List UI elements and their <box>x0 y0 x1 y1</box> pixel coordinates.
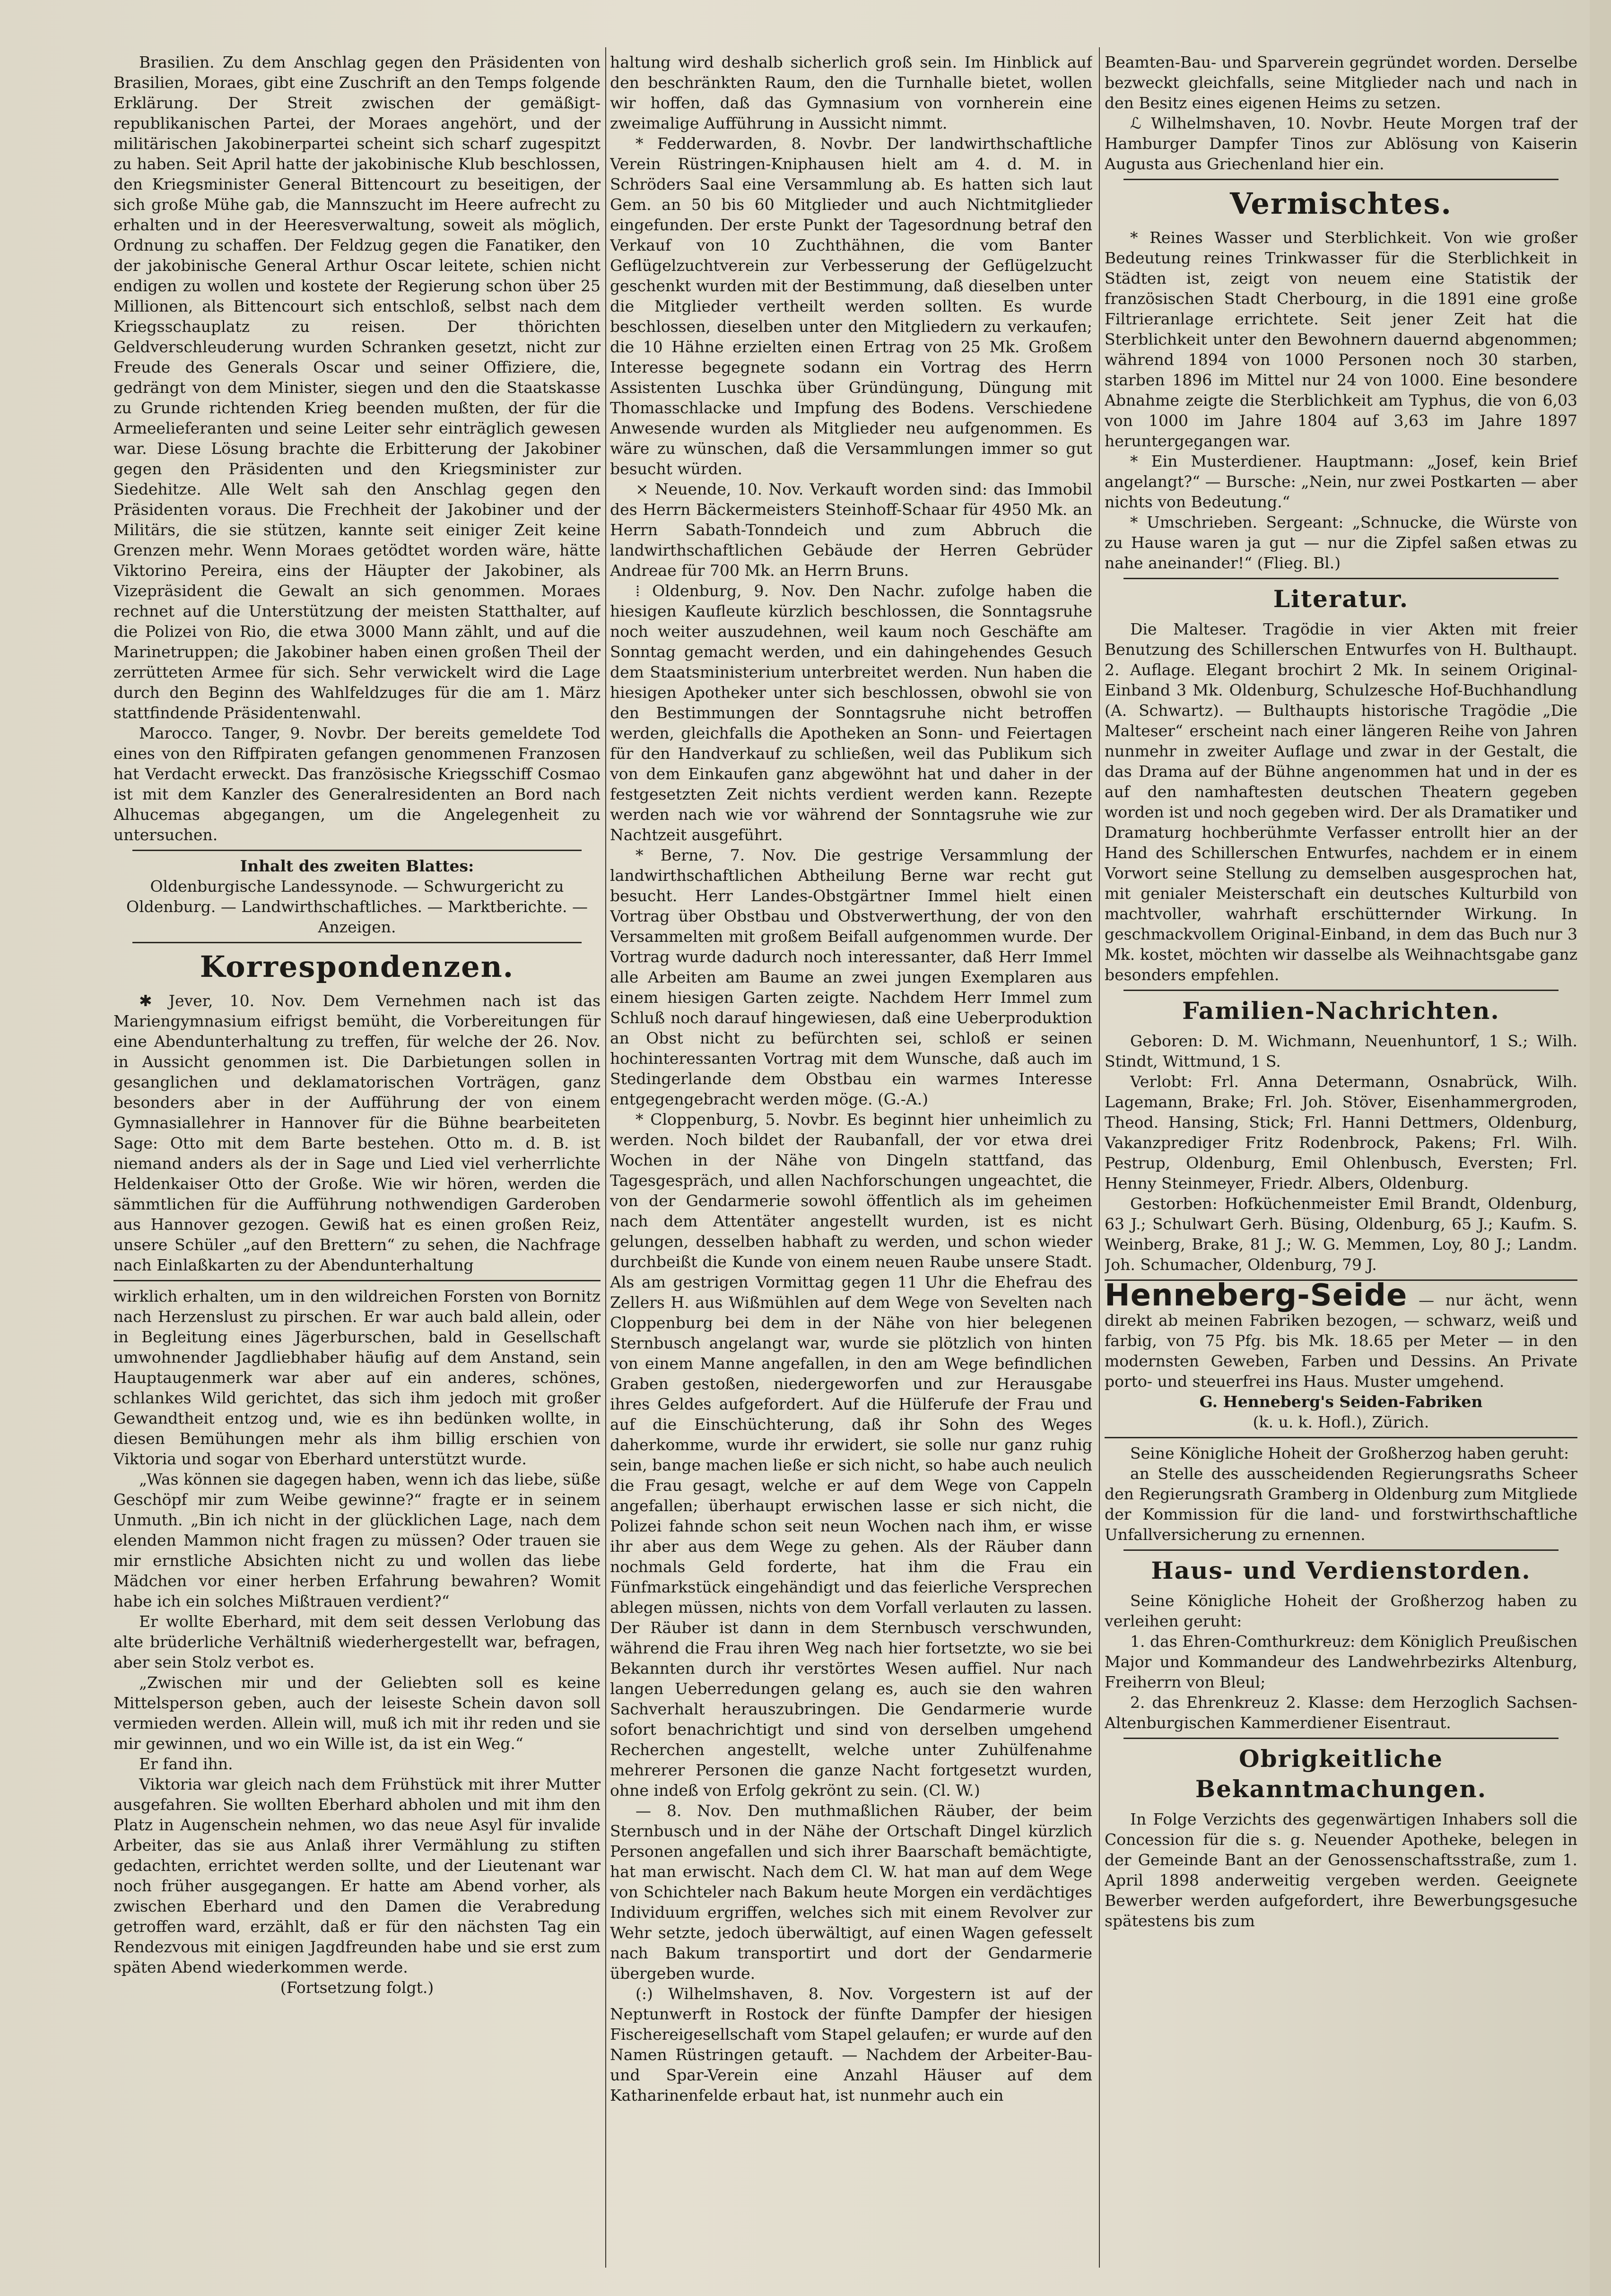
bekanntmachungen-heading: Obrigkeitliche Bekanntmachungen. <box>1195 1745 1487 1803</box>
inhalt-text: Oldenburgische Landessynode. — Schwurgericht zu Oldenburg. — Landwirthschaftliches. — Marktberichte. — Anzeigen. <box>126 877 588 936</box>
article-wilhelmshaven: (:) Wilhelmshaven, 8. Nov. Vorgestern ist auf der Neptunwerft in Rostock der fünfte Dampfer der hiesigen Fischereigesellschaft vom Stapel gelaufen; er wurde auf den Namen Rüstringen getauft. — Nachdem der Arbeiter-Bau- und Spar-Verein eine Anzahl Häuser auf dem Katharinenfelde erbaut hat, ist nunmehr auch ein <box>610 1984 1092 2105</box>
article-umschrieben: * Umschrieben. Sergeant: „Schnucke, die Würste von zu Hause waren ja gut — nur die Zipfel saßen etwas zu nahe aneinander!“ (Flieg. Bl.) <box>1105 513 1577 572</box>
article-cloppenburg-2: — 8. Nov. Den muthmaßlichen Räuber, der beim Sternbusch und in der Nähe der Ortschaft Dingel kürzlich Personen angefallen und sich ihrer Baarschaft bemächtigte, hat man erwischt. Nach dem Cl. W. hat man auf dem Wege von Schichteler nach Bakum heute Morgen ein verdächtiges Individuum ergriffen, welches sich mit einem Revolver zur Wehr setzte, jedoch überwältigt, auf einen Wagen gefesselt nach Bakum transportirt und dort der Gendarmerie übergeben wurde. <box>610 1801 1092 1983</box>
novel-paragraph: „Zwischen mir und der Geliebten soll es keine Mittelsperson geben, auch der leiseste Schein davon soll vermieden werden. Allein will, muß ich mit ihr reden und sie mir gewinnen, und wo ein Wille ist, da ist ein Weg.“ <box>113 1673 601 1753</box>
article-brasilien: Brasilien. Zu dem Anschlag gegen den Präsidenten von Brasilien, Moraes, gibt eine Zuschrift an den Temps folgende Erklärung. Der Streit zwischen der gemäßigt-republikanischen Partei, der Moraes angehört, und der militärischen Jakobinerpartei scheint sich scharf zugespitzt zu haben. Seit April hatte der jakobinische Klub beschlossen, den Kriegsminister General Bittencourt zu beseitigen, der sich große Mühe gab, die Mannszucht im Heere aufrecht zu erhalten und in der Heeresverwaltung, soweit als möglich, Ordnung zu schaffen. Der Feldzug gegen die Fanatiker, den der jakobinische General Arthur Oscar leitete, schien nicht endigen zu wollen und kostete der Regierung schon über 25 Millionen, als Bittencourt sich entschloß, selbst nach dem Kriegsschauplatz zu reisen. Der thörichten Geldverschleuderung wurden Schranken gesetzt, nicht zur Freude des Generals Oscar und seiner Offiziere, die, gedrängt von dem Minister, siegen und den die Staatskasse zu Grunde richtenden Krieg beenden mußten, der für die Armeelieferanten und seine Leiter sehr einträglich gewesen war. Diese Lösung brachte die Erbitterung der Jakobiner gegen den Präsidenten und den Kriegsminister zur Siedehitze. Alle Welt sah den Anschlag gegen den Präsidenten voraus. Die Frechheit der Jakobiner und der Militärs, die sie stützen, kannte seit einiger Zeit keine Grenzen mehr. Wenn Moraes getödtet worden wäre, hätte Viktorino Pereira, eins der Häupter der Jakobiner, als Vizepräsident die Gewalt an sich genommen. Moraes rechnet auf die Unterstützung der meisten Statthalter, auf die Polizei von Rio, die etwa 3000 Mann zählt, und auf die Marinetruppen; die Jakobiner haben einen großen Theil der zerrütteten Armee für sich. Sehr verwickelt wird die Lage durch den Beginn des Wahlfeldzuges für die am 1. März stattfindende Präsidentenwahl. <box>113 53 601 722</box>
page-edge <box>1590 0 1611 2296</box>
family-died: Gestorben: Hofküchenmeister Emil Brandt, Oldenburg, 63 J.; Schulwart Gerh. Büsing, Oldenburg, 65 J.; Kaufm. S. Weinberg, Brake, 81 J.; W. G. Memmen, Loy, 80 J.; Landm. Joh. Schumacher, Oldenburg, 79 J. <box>1105 1194 1577 1274</box>
article-musterdiener: * Ein Musterdiener. Hauptmann: „Josef, kein Brief angelangt?“ — Bursche: „Nein, nur zwei Postkarten — aber nichts von Bedeutung.“ <box>1105 452 1577 511</box>
divider <box>1123 1549 1559 1551</box>
article-wasser: * Reines Wasser und Sterblichkeit. Von wie großer Bedeutung reines Trinkwasser für die Sterblichkeit in Städten ist, zeigt von neuem eine Statistik der französischen Stadt Cherbourg, in die 1891 eine große Filtrieranlage errichtete. Seit jener Zeit hat die Sterblichkeit unter den Bewohnern dauernd abgenommen; während 1894 von 1000 Personen noch 30 starben, starben 1896 im Mittel nur 24 von 1000. Eine besondere Abnahme zeigte die Sterblichkeit am Typhus, die von 6,03 von 1000 im Jahre 1804 auf 3,63 im Jahre 1897 heruntergegangen war. <box>1105 228 1577 450</box>
orden-intro: Seine Königliche Hoheit der Großherzog haben zu verleihen geruht: <box>1105 1592 1577 1630</box>
novel-paragraph: „Was können sie dagegen haben, wenn ich das liebe, süße Geschöpf mir zum Weibe gewinne?“ fragte er in seinem Unmuth. „Bin ich nicht in der glücklichen Lage, nach dem elenden Mammon nicht fragen zu müssen? Oder trauen sie mir ernstliche Absichten nicht zu und wollen das liebe Mädchen vor einer herben Erfahrung bewahren? Womit habe ich ein solches Mißtrauen verdient?“ <box>113 1470 601 1610</box>
orden-item: 2. das Ehrenkreuz 2. Klasse: dem Herzoglich Sachsen-Altenburgischen Kammerdiener Eisentraut. <box>1105 1693 1577 1732</box>
article-marocco: Marocco. Tanger, 9. Novbr. Der bereits gemeldete Tod eines von den Riffpiraten gefangen genommenen Franzosen hat Verdacht erweckt. Das französische Kriegsschiff Cosmao ist mit dem Kanzler des Generalresidenten an Bord nach Alhucemas abgegangen, um die Angelegenheit zu untersuchen. <box>113 724 601 844</box>
literatur-heading: Literatur. <box>1273 585 1409 613</box>
column-rule <box>1099 47 1100 2268</box>
article-malteser: Die Malteser. Tragödie in vier Akten mit freier Benutzung des Schillerschen Entwurfes von H. Bulthaupt. 2. Auflage. Elegant brochirt 2 Mk. In seinem Original-Einband 3 Mk. Oldenburg, Schulzesche Hof-Buchhandlung (A. Schwartz). — Bulthaupts historische Tragödie „Die Malteser“ erscheint nach einer längeren Reihe von Jahren nunmehr in zweiter Auflage und zwar in der Gestalt, die das Drama auf der Bühne angenommen hat und in der es auf den namhaftesten deutschen Theatern gegeben worden ist und noch gegeben wird. Der als Dramatiker und Dramaturg hochberühmte Verfasser entrollt hier an der Hand des Schillerschen Entwurfes, nachdem er in einem Vorwort seine Stellung zu demselben ausgesprochen hat, mit genialer Meisterschaft ein deutsches Kulturbild von machtvoller, wahrhaft erschütternder Wirkung. In geschmackvollem Original-Einband, in dem das Buch nur 3 Mk. kostet, möchten wir dasselbe als Weihnachtsgabe ganz besonders empfehlen. <box>1105 620 1577 984</box>
divider <box>1123 578 1559 579</box>
orden-item: 1. das Ehren-Comthurkreuz: dem Königlich Preußischen Major und Kommandeur des Landwehrbezirks Altenburg, Freiherrn von Bleul; <box>1105 1632 1577 1691</box>
korrespondenzen-heading: Korrespondenzen. <box>200 949 514 984</box>
article-wilhelmshaven-2: ℒ Wilhelmshaven, 10. Novbr. Heute Morgen traf der Hamburger Dampfer Tinos zur Ablösung von Kaiserin Augusta aus Griechenland hier ein. <box>1105 114 1577 173</box>
article-berne: * Berne, 7. Nov. Die gestrige Versammlung der landwirthschaftlichen Abtheilung Berne war recht gut besucht. Herr Landes-Obstgärtner Immel hielt einen Vortrag über Obstbau und Obstverwerthung, der von den Versammelten mit großem Beifall aufgenommen wurde. Der Vortrag wurde dadurch noch interessanter, daß Herr Immel alle Arbeiten am Baume an zwei jungen Exemplaren aus einem hiesigen Garten zeigte. Nachdem Herr Immel zum Schluß noch darauf hingewiesen, daß eine Ueberproduktion an Obst nicht zu befürchten sei, schloß er seinen hochinteressanten Vortrag mit dem Wunsche, daß auch im Stedingerlande dem Obstbau ein warmes Interesse entgegengebracht werden möge. (G.-A.) <box>610 846 1092 1108</box>
divider <box>1105 1437 1577 1438</box>
article-continued: haltung wird deshalb sicherlich groß sein. Im Hinblick auf den beschränkten Raum, den die Turnhalle bietet, wollen wir hoffen, daß das Gymnasium von vornherein eine zweimalige Aufführung in Aussicht nimmt. <box>610 53 1092 132</box>
orden-heading: Haus- und Verdienstorden. <box>1151 1557 1531 1584</box>
novel-paragraph: Viktoria war gleich nach dem Frühstück mit ihrer Mutter ausgefahren. Sie wollten Eberhard abholen und mit ihm den Platz in Augenschein nehmen, wo das neue Asyl für invalide Arbeiter, das sie aus Anlaß ihrer Vermählung zu stiften gedachten, errichtet werden sollte, und der Lieutenant war noch früher ausgegangen. Er hatte am Abend vorher, als zwischen Eberhard und den Damen die Verabredung getroffen ward, erzählt, daß er für den nächsten Tag ein Rendezvous mit einigen Jagdfreunden habe und sie erst zum späten Abend wiederkommen werde. <box>113 1775 601 1976</box>
novel-paragraph: wirklich erhalten, um in den wildreichen Forsten von Bornitz nach Herzenslust zu pirschen. Er war auch bald allein, oder in Begleitung eines Jägerburschen, bald in Gesellschaft umwohnender Jagdliebhaber häufig auf dem Anstand, sein Hauptaugenmerk war aber auf ein anderes, schönes, schlankes Wild gerichtet, das sich ihm jedoch mit großer Gewandtheit entzog und, wie es ihn bedünken wollte, in diesen Bemühungen mehr als ihm billig erschien von Viktoria und sogar von Eberhard unterstützt wurde. <box>113 1287 601 1468</box>
vermischtes-heading: Vermischtes. <box>1230 186 1452 221</box>
article-cloppenburg: * Cloppenburg, 5. Novbr. Es beginnt hier unheimlich zu werden. Noch bildet der Raubanfall, der vor etwa drei Wochen in der Nähe von Dingeln stattfand, das Tagesgespräch, und allen Nachforschungen ungeachtet, die von der Gendarmerie sowohl öffentlich als im geheimen nach dem Attentäter angestellt wurden, ist es nicht gelungen, desselben habhaft zu werden, und schon wieder durchbeißt die Kunde von einem neuen Raube unsere Stadt. Als am gestrigen Vormittag gegen 11 Uhr die Ehefrau des Zellers H. aus Wißmühlen auf dem Wege von Sevelten nach Cloppenburg bei dem in der Nähe von hier belegenen Sternbusch angelangt war, wurde sie plötzlich von hinten von einem Manne angefallen, in den am Wege befindlichen Graben gestoßen, niedergeworfen und zur Herausgabe ihres Geldes aufgefordert. Auf die Hülferufe der Frau und auf die Einschüchterung, daß ihr Sohn des Weges daherkomme, wurde ihr erwidert, sie solle nur ganz ruhig sein, bange machen ließe er sich nicht, so habe auch neulich die Frau gesagt, welche er auf dem Wege von Cappeln angefallen; überhaupt erwischen lasse er sich nicht, die Polizei fahnde schon seit neun Wochen nach ihm, er wisse ihr aber aus dem Wege zu gehen. Als der Räuber dann nochmals Geld forderte, hat ihm die Frau ein Fünfmarkstück eingehändigt und das feierliche Versprechen ablegen müssen, nichts von dem Vorfall verlauten zu lassen. Der Räuber ist dann in dem Sternbusch verschwunden, während die Frau ihren Weg nach hier fortsetzte, wo sie bei Bekannten durch ihr verstörtes Wesen auffiel. Nur nach langen Ueberredungen gelang es, auch sie den wahren Sachverhalt herauszubringen. Die Gendarmerie wurde sofort benachrichtigt und sind von derselben umgehend Recherchen angestellt, welche unter Zuhülfenahme mehrerer Personen die ganze Nacht fortgesetzt wurden, ohne indeß von Erfolg gekrönt zu sein. (Cl. W.) <box>610 1110 1092 1800</box>
decree-intro: Seine Königliche Hoheit der Großherzog haben geruht: <box>1130 1444 1569 1462</box>
article-neuende: ⨯ Neuende, 10. Nov. Verkauft worden sind: das Immobil des Herrn Bäckermeisters Steinhoff-Schaar für 4950 Mk. an Herrn Sabath-Tonndeich und zum Abbruch die landwirthschaftlichen Gebäude der Herren Gebrüder Andreae für 700 Mk. an Herrn Bruns. <box>610 480 1092 580</box>
fortsetzung-note: (Fortsetzung folgt.) <box>280 1978 434 1997</box>
article-fedderwarden: * Fedderwarden, 8. Novbr. Der landwirthschaftliche Verein Rüstringen-Kniphausen hielt am 4. d. M. in Schröders Saal eine Versammlung ab. Es hatten sich laut Gem. an 50 bis 60 Mitglieder und auch Nichtmitglieder eingefunden. Der erste Punkt der Tagesordnung betraf den Verkauf von 10 Zuchthähnen, die vom Banter Geflügelzuchtverein zur Verbesserung der Geflügelzucht geschenkt wurden mit der Bestimmung, daß dieselben unter die Mitglieder vertheilt werden sollten. Es wurde beschlossen, dieselben unter den Mitgliedern zu verkaufen; die 10 Hähne erzielten einen Ertrag von 25 Mk. Großem Interesse begegnete sodann ein Vortrag des Herrn Assistenten Luschka über Gründüngung, Düngung mit Thomasschlacke und Impfung des Bodens. Verschiedene Anwesende wurden als Mitglieder neu aufgenommen. Es wäre zu wünschen, daß die Versammlungen immer so gut besucht würden. <box>610 134 1092 478</box>
ad-company: G. Henneberg's Seiden-Fabriken <box>1199 1392 1483 1411</box>
divider <box>132 942 582 943</box>
advertisement <box>1105 1278 1577 1432</box>
column-rule <box>605 47 606 2268</box>
ad-company-sub: (k. u. k. Hofl.), Zürich. <box>1253 1413 1429 1431</box>
divider <box>1123 990 1559 991</box>
feuilleton-divider <box>113 1280 601 1281</box>
family-born: Geboren: D. M. Wichmann, Neuenhuntorf, 1 S.; Wilh. Stindt, Wittmund, 1 S. <box>1105 1032 1577 1070</box>
divider <box>1123 1738 1559 1739</box>
divider <box>132 850 582 851</box>
column-2 <box>610 52 1092 2263</box>
article-jever: ✱ Jever, 10. Nov. Dem Vernehmen nach ist das Mariengymnasium eifrigst bemüht, die Vorbereitungen für eine Abendunterhaltung zu treffen, für welche der 26. Nov. in Aussicht genommen ist. Die Darbietungen sollen in gesanglichen und deklamatorischen Vorträgen, ganz besonders aber in der Aufführung der von einem Gymnasiallehrer in Hannover für die Bühne bearbeiteten Sage: Otto mit dem Barte bestehen. Otto m. d. B. ist niemand anders als der in Sage und Lied viel verherrlichte Heldenkaiser Otto der Große. Wie wir hören, werden die sämmtlichen für die Aufführung nothwendigen Garderoben aus Hannover gezogen. Gewiß hat es einen großen Reiz, unsere Schüler „auf den Brettern“ zu sehen, die Nachfrage nach Einlaßkarten zu der Abendunterhaltung <box>113 991 601 1274</box>
article-continued: Beamten-Bau- und Sparverein gegründet worden. Derselbe bezweckt gleichfalls, seine Mitglieder nach und nach in den Besitz eines eigenen Heims zu setzen. <box>1105 53 1577 112</box>
article-oldenburg: ⁞ Oldenburg, 9. Nov. Den Nachr. zufolge haben die hiesigen Kaufleute kürzlich beschlossen, die Sonntagsruhe noch weiter auszudehnen, weil kaum noch Geschäfte am Sonntag gemacht werden, und ein dahingehendes Gesuch dem Staatsministerium unterbreitet werden. Nun haben die hiesigen Apotheker unter sich beschlossen, obwohl sie von den Bestimmungen der Sonntagsruhe nicht betroffen werden, gleichfalls die Apotheken an Sonn- und Feiertagen für den Handverkauf zu schließen, weil das Publikum sich von dem Einkaufen ganz abgewöhnt hat und daher in der festgesetzten Zeit nichts verdient werden kann. Rezepte werden nach wie vor während der Sonntagsruhe wie zur Nachtzeit ausgeführt. <box>610 582 1092 844</box>
ad-brand: Henneberg-Seide <box>1105 1278 1408 1313</box>
inhalt-title: Inhalt des zweiten Blattes: <box>240 857 474 875</box>
family-engaged: Verlobt: Frl. Anna Determann, Osnabrück, Wilh. Lagemann, Brake; Frl. Joh. Stöver, Eisenhammergroden, Theod. Hansing, Stick; Frl. Hanni Dettmers, Oldenburg, Vakanzprediger Fritz Rodenbrock, Pakens; Frl. Wilh. Pestrup, Oldenburg, Emil Ohlenbusch, Eversten; Frl. Henny Steinmeyer, Friedr. Albers, Oldenburg. <box>1105 1072 1577 1192</box>
divider <box>1123 179 1559 180</box>
novel-paragraph: Er fand ihn. <box>139 1755 233 1773</box>
column-3 <box>1105 52 1577 2263</box>
decree-text: an Stelle des ausscheidenden Regierungsraths Scheer den Regierungsrath Gramberg in Oldenburg zum Mitgliede der Kommission für die land- und forstwirthschaftliche Unfallversicherung zu ernennen. <box>1105 1464 1577 1544</box>
ad-text: — nur ächt, wenn direkt ab meinen Fabriken bezogen, — schwarz, weiß und farbig, von 75 Pfg. bis Mk. 18.65 per Meter — in den modernsten Geweben, Farben und Dessins. An Private porto- und steuerfrei ins Haus. Muster umgehend. <box>1105 1291 1577 1391</box>
novel-paragraph: Er wollte Eberhard, mit dem seit dessen Verlobung das alte brüderliche Verhältniß wiederhergestellt war, befragen, aber sein Stolz verbot es. <box>113 1612 601 1671</box>
familien-heading: Familien-Nachrichten. <box>1182 997 1500 1025</box>
column-1 <box>113 52 601 2263</box>
notice-text: In Folge Verzichts des gegenwärtigen Inhabers soll die Concession für die s. g. Neuender Apotheke, belegen in der Gemeinde Bant an der Genossenschaftsstraße, zum 1. April 1898 anderweitig vergeben werden. Geeignete Bewerber werden aufgefordert, ihre Bewerbungsgesuche spätestens bis zum <box>1105 1810 1577 1930</box>
